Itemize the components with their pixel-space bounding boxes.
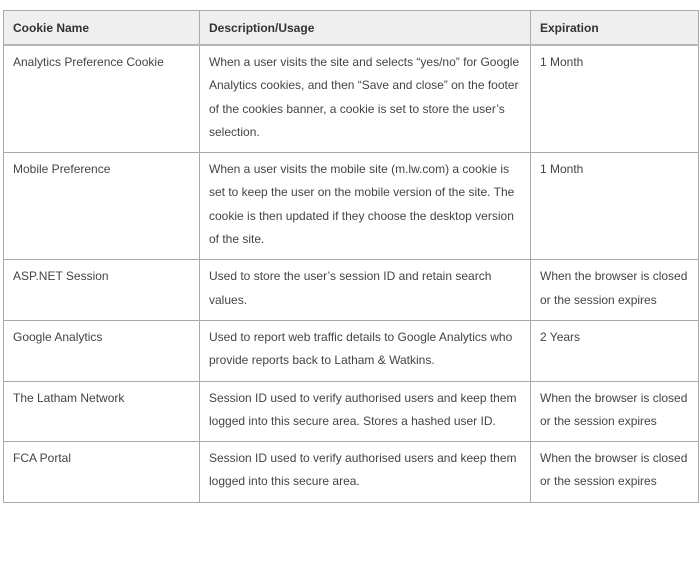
expiration-cell: When the browser is closed or the session expires <box>531 381 699 442</box>
table-header-row <box>4 11 699 46</box>
cookie-name-cell: Mobile Preference <box>4 153 200 260</box>
table-row <box>4 45 699 153</box>
description-cell: When a user visits the mobile site (m.lw.com) a cookie is set to keep the user on the mobile version of the site. The cookie is then updated if they choose the desktop version of the site. <box>200 153 531 260</box>
description-cell: Used to report web traffic details to Google Analytics who provide reports back to Latham & Watkins. <box>200 320 531 381</box>
expiration-cell: When the browser is closed or the session expires <box>531 260 699 321</box>
expiration-cell: 1 Month <box>531 153 699 260</box>
cookie-name-cell: Analytics Preference Cookie <box>4 45 200 153</box>
table-row <box>4 153 699 260</box>
header-cookie-name: Cookie Name <box>4 11 200 46</box>
table-row <box>4 320 699 381</box>
table-row <box>4 260 699 321</box>
header-description: Description/Usage <box>200 11 531 46</box>
expiration-cell: 1 Month <box>531 45 699 153</box>
description-cell: When a user visits the site and selects “yes/no” for Google Analytics cookies, and then “Save and close” on the footer of the cookies banner, a cookie is set to store the user’s selection. <box>200 45 531 153</box>
cookie-name-cell: ASP.NET Session <box>4 260 200 321</box>
description-cell: Used to store the user’s session ID and retain search values. <box>200 260 531 321</box>
table-row <box>4 381 699 442</box>
description-cell: Session ID used to verify authorised users and keep them logged into this secure area. <box>200 442 531 503</box>
table-row <box>4 442 699 503</box>
header-expiration: Expiration <box>531 11 699 46</box>
expiration-cell: 2 Years <box>531 320 699 381</box>
cookie-name-cell: The Latham Network <box>4 381 200 442</box>
expiration-cell: When the browser is closed or the session expires <box>531 442 699 503</box>
description-cell: Session ID used to verify authorised users and keep them logged into this secure area. Stores a hashed user ID. <box>200 381 531 442</box>
cookie-name-cell: Google Analytics <box>4 320 200 381</box>
cookie-table <box>3 10 699 503</box>
cookie-name-cell: FCA Portal <box>4 442 200 503</box>
